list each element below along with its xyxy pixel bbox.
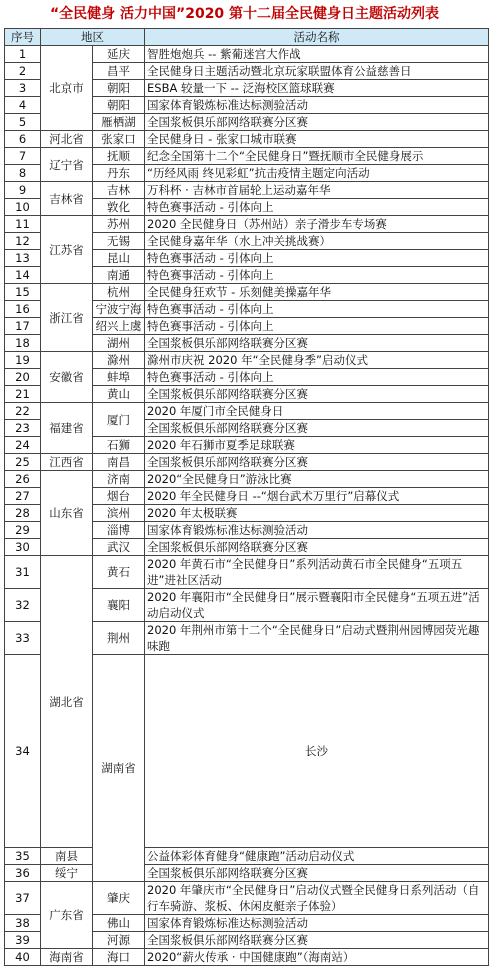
city-cell: 肇庆 [93, 882, 145, 915]
city-cell: 滁州 [93, 352, 145, 369]
activity-cell: 全国浆板俱乐部网络联赛分区赛 [145, 114, 489, 131]
row-number: 33 [5, 622, 41, 655]
table-row [5, 471, 489, 488]
activity-cell: 国家体育锻炼标准达标测验活动 [145, 915, 489, 932]
activity-cell: 全国浆板俱乐部网络联赛分区赛 [145, 865, 489, 882]
row-number: 21 [5, 386, 41, 403]
city-cell: 无锡 [93, 233, 145, 250]
row-number: 34 [5, 655, 41, 848]
activity-cell: 全国浆板俱乐部网络联赛分区赛 [145, 420, 489, 437]
city-cell: 苏州 [93, 216, 145, 233]
row-number: 3 [5, 80, 41, 97]
row-number: 19 [5, 352, 41, 369]
city-cell: 抚顺 [93, 148, 145, 165]
row-number: 30 [5, 539, 41, 556]
table-row [5, 216, 489, 233]
city-cell: 烟台 [93, 488, 145, 505]
activity-cell: 特色赛事活动 - 引体向上 [145, 369, 489, 386]
activity-cell: 2020“薪火传承 · 中国健康跑”（海南站） [145, 949, 489, 966]
row-number: 8 [5, 165, 41, 182]
city-cell: 武汉 [93, 539, 145, 556]
city-cell: 荆州 [93, 622, 145, 655]
activity-cell: 滁州市庆祝 2020 年“全民健身季”启动仪式 [145, 352, 489, 369]
activity-cell: ESBA 较量一下 -- 泛海校区篮球联赛 [145, 80, 489, 97]
city-cell: 海口 [93, 949, 145, 966]
province-cell: 河北省 [41, 131, 93, 148]
table-row [5, 848, 489, 865]
row-number: 27 [5, 488, 41, 505]
city-cell: 蚌埠 [93, 369, 145, 386]
table-row [5, 556, 489, 589]
table-row [5, 352, 489, 369]
row-number: 16 [5, 301, 41, 318]
row-number: 31 [5, 556, 41, 589]
city-cell: 宁波宁海 [93, 301, 145, 318]
activity-cell: 国家体育锻炼标准达标测验活动 [145, 97, 489, 114]
activity-cell: 智胜炮炮兵 -- 紫葡迷宫大作战 [145, 46, 489, 63]
row-number: 29 [5, 522, 41, 539]
activity-cell: 特色赛事活动 - 引体向上 [145, 199, 489, 216]
row-number: 1 [5, 46, 41, 63]
province-cell: 安徽省 [41, 352, 93, 403]
row-number: 32 [5, 589, 41, 622]
activity-cell: 全国浆板俱乐部网络联赛分区赛 [145, 539, 489, 556]
row-number: 37 [5, 882, 41, 915]
activity-cell: 全国浆板俱乐部网络联赛分区赛 [145, 335, 489, 352]
city-cell: 绍兴上虞 [93, 318, 145, 335]
row-number: 26 [5, 471, 41, 488]
city-cell: 朝阳 [93, 80, 145, 97]
city-cell: 黄山 [93, 386, 145, 403]
city-cell: 南昌 [93, 454, 145, 471]
row-number: 38 [5, 915, 41, 932]
activity-cell: 全民健身嘉年华（水上冲关挑战赛） [145, 233, 489, 250]
city-cell: 丹东 [93, 165, 145, 182]
province-cell: 福建省 [41, 403, 93, 454]
activity-cell: “历经风雨 终见彩虹”抗击疫情主题定向活动 [145, 165, 489, 182]
activity-cell: 国家体育锻炼标准达标测验活动 [145, 522, 489, 539]
activity-cell: 2020 年肇庆市“全民健身日”启动仪式暨全民健身日系列活动（自行车骑游、浆板、休闲皮艇亲子体验） [145, 882, 489, 915]
activity-table [4, 28, 489, 966]
table-row [5, 403, 489, 420]
activity-cell: 全国浆板俱乐部网络联赛分区赛 [145, 386, 489, 403]
row-number: 11 [5, 216, 41, 233]
city-cell: 石狮 [93, 437, 145, 454]
header-no: 序号 [5, 29, 41, 46]
row-number: 39 [5, 932, 41, 949]
table-row [5, 454, 489, 471]
province-cell: 海南省 [41, 949, 93, 966]
activity-cell: 全国浆板俱乐部网络联赛分区赛 [145, 454, 489, 471]
table-row [5, 882, 489, 915]
city-cell: 济南 [93, 471, 145, 488]
table-header-row [5, 29, 489, 46]
city-cell: 厦门 [93, 403, 145, 437]
row-number: 28 [5, 505, 41, 522]
city-cell: 南通 [93, 267, 145, 284]
row-number: 23 [5, 420, 41, 437]
page-title: “全民健身 活力中国”2020 第十二届全民健身日主题活动列表 [49, 6, 440, 22]
row-number: 10 [5, 199, 41, 216]
province-cell: 江西省 [41, 454, 93, 471]
row-number: 35 [5, 848, 41, 865]
row-number: 6 [5, 131, 41, 148]
city-cell: 昆山 [93, 250, 145, 267]
province-cell: 山东省 [41, 471, 93, 556]
row-number: 9 [5, 182, 41, 199]
activity-cell: 特色赛事活动 - 引体向上 [145, 267, 489, 284]
row-number: 20 [5, 369, 41, 386]
activity-cell: 2020“全民健身日”游泳比赛 [145, 471, 489, 488]
row-number: 5 [5, 114, 41, 131]
table-body [5, 46, 489, 966]
activity-cell: 特色赛事活动 - 引体向上 [145, 318, 489, 335]
city-cell: 张家口 [93, 131, 145, 148]
activity-cell: 2020 年襄阳市“全民健身日”展示暨襄阳市全民健身“五项五进”活动启动仪式 [145, 589, 489, 622]
activity-cell: 公益体彩体育健身“健康跑”活动启动仪式 [145, 848, 489, 865]
city-cell: 长沙 [145, 655, 489, 848]
table-row [5, 949, 489, 966]
row-number: 7 [5, 148, 41, 165]
province-cell: 北京市 [41, 46, 93, 131]
city-cell: 吉林 [93, 182, 145, 199]
province-cell: 辽宁省 [41, 148, 93, 182]
row-number: 2 [5, 63, 41, 80]
activity-cell: 2020 年太极联赛 [145, 505, 489, 522]
table-row [5, 182, 489, 199]
activity-cell: 2020 年荆州市第十二个“全民健身日”启动式暨荆州园博园荧光趣味跑 [145, 622, 489, 655]
city-cell: 绥宁 [41, 865, 93, 882]
city-cell: 南县 [41, 848, 93, 865]
row-number: 22 [5, 403, 41, 420]
row-number: 14 [5, 267, 41, 284]
city-cell: 杭州 [93, 284, 145, 301]
activity-cell: 全国浆板俱乐部网络联赛分区赛 [145, 932, 489, 949]
table-row [5, 865, 489, 882]
city-cell: 黄石 [93, 556, 145, 589]
city-cell: 滨州 [93, 505, 145, 522]
province-cell: 广东省 [41, 882, 93, 949]
activity-cell: 全民健身日主题活动暨北京玩家联盟体育公益慈善日 [145, 63, 489, 80]
activity-cell: 万科杯 · 吉林市首届轮上运动嘉年华 [145, 182, 489, 199]
city-cell: 淄博 [93, 522, 145, 539]
activity-cell: 特色赛事活动 - 引体向上 [145, 250, 489, 267]
city-cell: 襄阳 [93, 589, 145, 622]
table-row [5, 46, 489, 63]
activity-cell: 2020 年厦门市全民健身日 [145, 403, 489, 420]
city-cell: 河源 [93, 932, 145, 949]
row-number: 24 [5, 437, 41, 454]
city-cell: 敦化 [93, 199, 145, 216]
province-cell: 江苏省 [41, 216, 93, 284]
activity-cell: 2020 年黄石市“全民健身日”系列活动黄石市全民健身“五项五进”进社区活动 [145, 556, 489, 589]
activity-cell: 2020 年石狮市夏季足球联赛 [145, 437, 489, 454]
province-cell: 湖南省 [93, 655, 145, 882]
activity-cell: 2020 年全民健身日 --“烟台武术万里行”启幕仪式 [145, 488, 489, 505]
header-activity: 活动名称 [145, 29, 489, 46]
activity-cell: 全民健身狂欢节 - 乐刻健美操嘉年华 [145, 284, 489, 301]
activity-cell: 特色赛事活动 - 引体向上 [145, 301, 489, 318]
activity-cell: 全民健身日 - 张家口城市联赛 [145, 131, 489, 148]
activity-cell: 纪念全国第十二个“全民健身日”暨抚顺市全民健身展示 [145, 148, 489, 165]
province-cell: 浙江省 [41, 284, 93, 352]
row-number: 13 [5, 250, 41, 267]
header-region: 地区 [41, 29, 145, 46]
city-cell: 朝阳 [93, 97, 145, 114]
table-row [5, 284, 489, 301]
table-row [5, 131, 489, 148]
city-cell: 湖州 [93, 335, 145, 352]
city-cell: 昌平 [93, 63, 145, 80]
province-cell: 吉林省 [41, 182, 93, 216]
city-cell: 雁栖湖 [93, 114, 145, 131]
province-cell: 湖北省 [41, 556, 93, 848]
row-number: 12 [5, 233, 41, 250]
table-row [5, 148, 489, 165]
row-number: 40 [5, 949, 41, 966]
row-number: 25 [5, 454, 41, 471]
activity-cell: 2020 全民健身日（苏州站）亲子滑步车专场赛 [145, 216, 489, 233]
row-number: 17 [5, 318, 41, 335]
row-number: 18 [5, 335, 41, 352]
row-number: 15 [5, 284, 41, 301]
city-cell: 延庆 [93, 46, 145, 63]
city-cell: 佛山 [93, 915, 145, 932]
row-number: 4 [5, 97, 41, 114]
row-number: 36 [5, 865, 41, 882]
